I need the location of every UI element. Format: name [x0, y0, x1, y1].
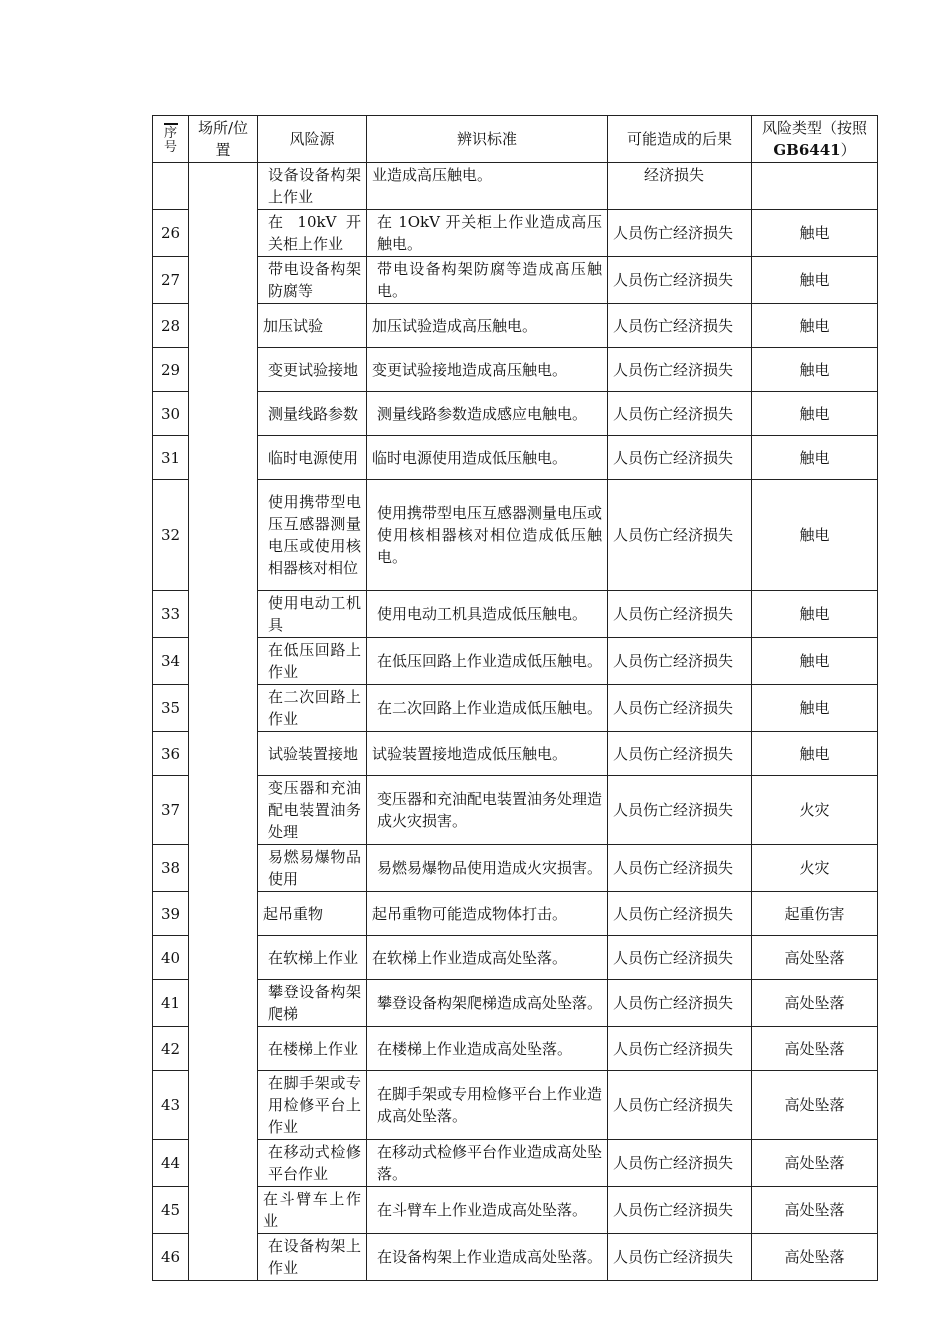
- table-row: [153, 1140, 878, 1187]
- row-type: 触电: [752, 348, 878, 392]
- row-source: 在楼梯上作业: [258, 1027, 367, 1071]
- row-seq: 34: [153, 638, 189, 685]
- row-criteria: 加压试验造成高压触电。: [367, 304, 608, 348]
- row-seq: 38: [153, 845, 189, 892]
- row-source: 设备设备构架上作业: [258, 163, 367, 210]
- row-seq: 31: [153, 436, 189, 480]
- row-source: 临时电源使用: [258, 436, 367, 480]
- header-location: 场所/位置: [189, 116, 258, 163]
- row-type: 高处坠落: [752, 980, 878, 1027]
- row-type: 触电: [752, 732, 878, 776]
- row-type: 触电: [752, 638, 878, 685]
- row-seq: 44: [153, 1140, 189, 1187]
- row-type: 起重伤害: [752, 892, 878, 936]
- row-source: 起吊重物: [258, 892, 367, 936]
- table-row: [153, 732, 878, 776]
- row-type: 触电: [752, 210, 878, 257]
- header-criteria: 辨识标准: [367, 116, 608, 163]
- header-consequence: 可能造成的后果: [608, 116, 752, 163]
- table-row: [153, 638, 878, 685]
- row-criteria: 使用电动工机具造成低压触电。: [367, 591, 608, 638]
- row-seq: 36: [153, 732, 189, 776]
- table-row: [153, 436, 878, 480]
- row-type: 高处坠落: [752, 936, 878, 980]
- row-seq: 37: [153, 776, 189, 845]
- row-source: 易燃易爆物品使用: [258, 845, 367, 892]
- table-row: [153, 892, 878, 936]
- row-type: 火灾: [752, 776, 878, 845]
- row-criteria: 攀登设备构架爬梯造成高处坠落。: [367, 980, 608, 1027]
- row-source: 带电设备构架防腐等: [258, 257, 367, 304]
- row-source: 变更试验接地: [258, 348, 367, 392]
- row-source: 变压器和充油配电装置油务处理: [258, 776, 367, 845]
- row-criteria: 在楼梯上作业造成高处坠落。: [367, 1027, 608, 1071]
- row-consequence: 人员伤亡经济损失: [608, 304, 752, 348]
- row-seq: 33: [153, 591, 189, 638]
- row-consequence: 人员伤亡经济损失: [608, 980, 752, 1027]
- table-row: [153, 210, 878, 257]
- row-consequence: 人员伤亡经济损失: [608, 591, 752, 638]
- row-source: 使用电动工机具: [258, 591, 367, 638]
- row-criteria: 在移动式检修平台作业造成髙处坠落。: [367, 1140, 608, 1187]
- table-row: [153, 685, 878, 732]
- row-criteria: 在软梯上作业造成高处坠落。: [367, 936, 608, 980]
- row-criteria: 在 1OkV 开关柜上作业造成高压触电。: [367, 210, 608, 257]
- row-source: 使用携带型电压互感器测量电压或使用核相器核对相位: [258, 480, 367, 591]
- row-criteria: 变压器和充油配电装置油务处理造成火灾损害。: [367, 776, 608, 845]
- row-criteria: 临时电源使用造成低压触电。: [367, 436, 608, 480]
- table-row: [153, 1234, 878, 1281]
- row-type: 触电: [752, 480, 878, 591]
- row-seq: 30: [153, 392, 189, 436]
- row-consequence: 人员伤亡经济损失: [608, 257, 752, 304]
- table-row: [153, 1071, 878, 1140]
- row-type: 触电: [752, 685, 878, 732]
- row-type: 高处坠落: [752, 1071, 878, 1140]
- row-consequence: 经济损失: [608, 163, 752, 210]
- row-consequence: 人员伤亡经济损失: [608, 480, 752, 591]
- row-seq: 27: [153, 257, 189, 304]
- table-row: [153, 480, 878, 591]
- row-criteria: 带电设备构架防腐等造成髙压触电。: [367, 257, 608, 304]
- row-criteria: 测量线路参数造成感应电触电。: [367, 392, 608, 436]
- row-criteria: 在斗臂车上作业造成高处坠落。: [367, 1187, 608, 1234]
- row-seq: 40: [153, 936, 189, 980]
- row-seq: 43: [153, 1071, 189, 1140]
- row-consequence: 人员伤亡经济损失: [608, 845, 752, 892]
- row-source: 在 10kV 开关柜上作业: [258, 210, 367, 257]
- row-criteria: 业造成高压触电。: [367, 163, 608, 210]
- row-type: 触电: [752, 436, 878, 480]
- table-row: [153, 348, 878, 392]
- row-seq: 35: [153, 685, 189, 732]
- row-criteria: 在二次回路上作业造成低压触电。: [367, 685, 608, 732]
- row-consequence: 人员伤亡经济损失: [608, 1140, 752, 1187]
- row-consequence: 人员伤亡经济损失: [608, 936, 752, 980]
- table-row: [153, 845, 878, 892]
- location-cell: [189, 163, 258, 1281]
- table-row: [153, 776, 878, 845]
- row-seq: 45: [153, 1187, 189, 1234]
- row-consequence: 人员伤亡经济损失: [608, 392, 752, 436]
- table-row: [153, 392, 878, 436]
- row-source: 在软梯上作业: [258, 936, 367, 980]
- table-row: [153, 591, 878, 638]
- row-consequence: 人员伤亡经济损失: [608, 1234, 752, 1281]
- table-row: [153, 936, 878, 980]
- row-source: 在设备构架上作业: [258, 1234, 367, 1281]
- row-criteria: 变更试验接地造成髙压触电。: [367, 348, 608, 392]
- table-row: [153, 163, 878, 210]
- row-source: 在二次回路上作业: [258, 685, 367, 732]
- row-consequence: 人员伤亡经济损失: [608, 892, 752, 936]
- row-consequence: 人员伤亡经济损失: [608, 348, 752, 392]
- row-criteria: 试验装置接地造成低压触电。: [367, 732, 608, 776]
- row-type: 高处坠落: [752, 1187, 878, 1234]
- row-criteria: 易燃易爆物品使用造成火灾损害。: [367, 845, 608, 892]
- row-type: [752, 163, 878, 210]
- row-source: 测量线路参数: [258, 392, 367, 436]
- table-row: [153, 980, 878, 1027]
- row-criteria: 在脚手架或专用检修平台上作业造成高处坠落。: [367, 1071, 608, 1140]
- table-row: [153, 1027, 878, 1071]
- row-consequence: 人员伤亡经济损失: [608, 1187, 752, 1234]
- row-criteria: 在设备构架上作业造成高处坠落。: [367, 1234, 608, 1281]
- row-seq: 26: [153, 210, 189, 257]
- row-seq: 41: [153, 980, 189, 1027]
- table-row: [153, 257, 878, 304]
- row-criteria: 在低压回路上作业造成低压触电。: [367, 638, 608, 685]
- row-type: 触电: [752, 591, 878, 638]
- row-seq: 28: [153, 304, 189, 348]
- row-seq: 46: [153, 1234, 189, 1281]
- row-type: 触电: [752, 392, 878, 436]
- row-criteria: 起吊重物可能造成物体打击。: [367, 892, 608, 936]
- row-type: 高处坠落: [752, 1140, 878, 1187]
- row-consequence: 人员伤亡经济损失: [608, 1027, 752, 1071]
- row-type: 触电: [752, 257, 878, 304]
- row-source: 在斗臂车上作业: [258, 1187, 367, 1234]
- row-type: 触电: [752, 304, 878, 348]
- row-source: 试验装置接地: [258, 732, 367, 776]
- row-type: 火灾: [752, 845, 878, 892]
- header-row: [153, 116, 878, 163]
- table-row: [153, 1187, 878, 1234]
- row-consequence: 人员伤亡经济损失: [608, 732, 752, 776]
- row-source: 在脚手架或专用检修平台上作业: [258, 1071, 367, 1140]
- header-source: 风险源: [258, 116, 367, 163]
- row-seq: 29: [153, 348, 189, 392]
- row-seq: 32: [153, 480, 189, 591]
- row-source: 攀登设备构架爬梯: [258, 980, 367, 1027]
- row-consequence: 人员伤亡经济损失: [608, 776, 752, 845]
- row-source: 加压试验: [258, 304, 367, 348]
- row-seq: 42: [153, 1027, 189, 1071]
- row-consequence: 人员伤亡经济损失: [608, 1071, 752, 1140]
- row-type: 高处坠落: [752, 1234, 878, 1281]
- row-consequence: 人员伤亡经济损失: [608, 436, 752, 480]
- row-seq: [153, 163, 189, 210]
- row-criteria: 使用携带型电压互感器测量电压或使用核相器核对相位造成低压触电。: [367, 480, 608, 591]
- row-seq: 39: [153, 892, 189, 936]
- header-seq: 序号: [153, 116, 189, 163]
- header-type: 风险类型（按照GB6441）: [752, 116, 878, 163]
- row-consequence: 人员伤亡经济损失: [608, 685, 752, 732]
- row-source: 在移动式检修平台作业: [258, 1140, 367, 1187]
- table-row: [153, 304, 878, 348]
- row-source: 在低压回路上作业: [258, 638, 367, 685]
- row-consequence: 人员伤亡经济损失: [608, 210, 752, 257]
- risk-table: [152, 115, 878, 1281]
- row-consequence: 人员伤亡经济损失: [608, 638, 752, 685]
- row-type: 高处坠落: [752, 1027, 878, 1071]
